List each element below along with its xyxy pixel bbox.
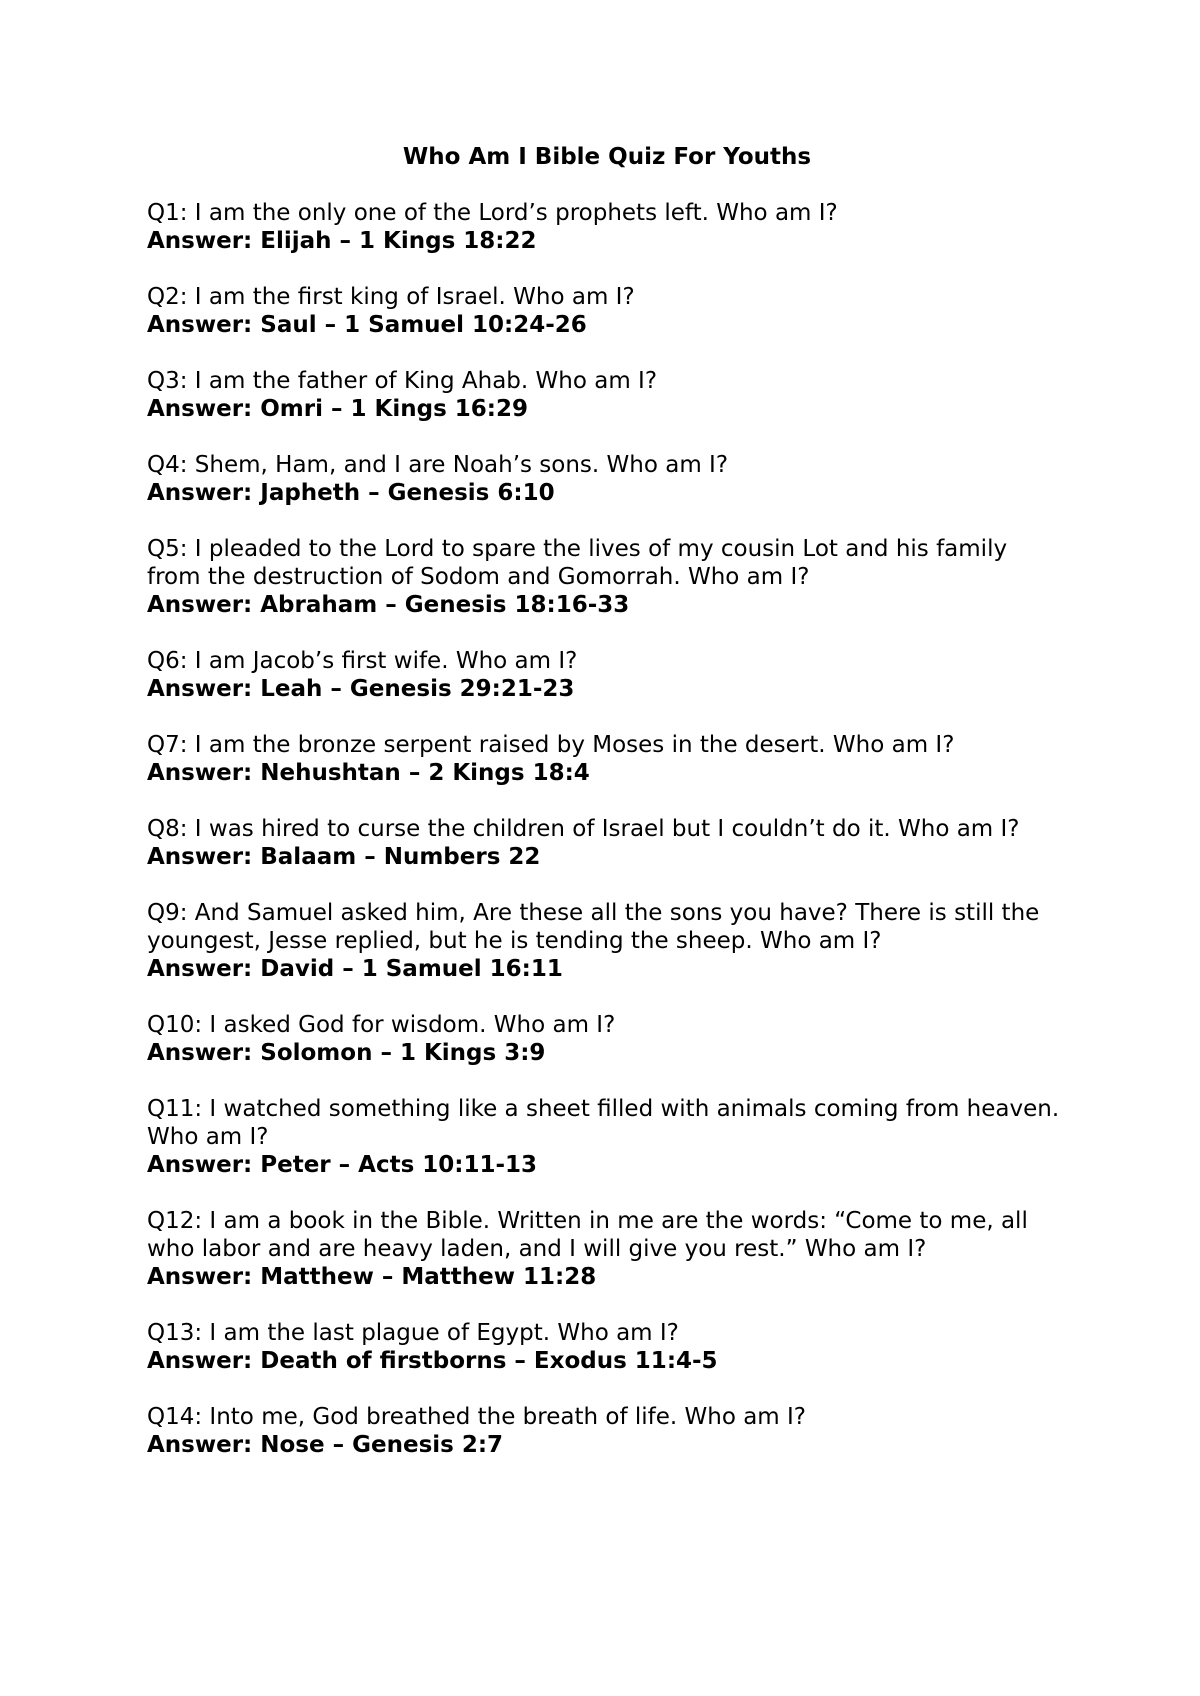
answer-text: Answer: Death of firstborns – Exodus 11:4-5 <box>147 1348 718 1374</box>
qa-item <box>147 283 1067 339</box>
answer-text: Answer: Abraham – Genesis 18:16-33 <box>147 592 630 618</box>
question-text: Q12: I am a book in the Bible. Written in me are the words: “Come to me, all who labor and are heavy laden, and I will give you rest.” Who am I? <box>147 1208 1028 1262</box>
question-text: Q6: I am Jacob’s first wife. Who am I? <box>147 648 578 674</box>
qa-item <box>147 647 1067 703</box>
question-text: Q14: Into me, God breathed the breath of life. Who am I? <box>147 1404 807 1430</box>
qa-item <box>147 1207 1067 1291</box>
question-text: Q5: I pleaded to the Lord to spare the lives of my cousin Lot and his family from the destruction of Sodom and Gomorrah. Who am I? <box>147 536 1008 590</box>
answer-text: Answer: Elijah – 1 Kings 18:22 <box>147 228 537 254</box>
answer-text: Answer: Balaam – Numbers 22 <box>147 844 541 870</box>
question-text: Q7: I am the bronze serpent raised by Moses in the desert. Who am I? <box>147 732 955 758</box>
qa-item <box>147 535 1067 619</box>
answer-text: Answer: Saul – 1 Samuel 10:24-26 <box>147 312 587 338</box>
answer-text: Answer: Solomon – 1 Kings 3:9 <box>147 1040 546 1066</box>
qa-item <box>147 815 1067 871</box>
qa-item <box>147 899 1067 983</box>
answer-text: Answer: Japheth – Genesis 6:10 <box>147 480 555 506</box>
question-text: Q10: I asked God for wisdom. Who am I? <box>147 1012 616 1038</box>
answer-text: Answer: Nehushtan – 2 Kings 18:4 <box>147 760 590 786</box>
qa-item <box>147 1095 1067 1179</box>
question-text: Q2: I am the first king of Israel. Who am I? <box>147 284 635 310</box>
answer-text: Answer: Nose – Genesis 2:7 <box>147 1432 504 1458</box>
answer-text: Answer: Leah – Genesis 29:21-23 <box>147 676 575 702</box>
qa-item <box>147 1403 1067 1459</box>
answer-text: Answer: David – 1 Samuel 16:11 <box>147 956 563 982</box>
question-text: Q1: I am the only one of the Lord’s prophets left. Who am I? <box>147 200 838 226</box>
answer-text: Answer: Omri – 1 Kings 16:29 <box>147 396 528 422</box>
question-text: Q9: And Samuel asked him, Are these all the sons you have? There is still the youngest, Jesse replied, but he is tending the sheep. Who am I? <box>147 900 1040 954</box>
question-text: Q4: Shem, Ham, and I are Noah’s sons. Who am I? <box>147 452 729 478</box>
answer-text: Answer: Peter – Acts 10:11-13 <box>147 1152 538 1178</box>
question-text: Q3: I am the father of King Ahab. Who am I? <box>147 368 658 394</box>
qa-item <box>147 451 1067 507</box>
qa-item <box>147 1011 1067 1067</box>
qa-item <box>147 367 1067 423</box>
question-text: Q11: I watched something like a sheet filled with animals coming from heaven. Who am I? <box>147 1096 1060 1150</box>
qa-item <box>147 199 1067 255</box>
document-page <box>147 143 1067 1487</box>
question-text: Q8: I was hired to curse the children of Israel but I couldn’t do it. Who am I? <box>147 816 1020 842</box>
qa-item <box>147 1319 1067 1375</box>
answer-text: Answer: Matthew – Matthew 11:28 <box>147 1264 597 1290</box>
qa-item <box>147 731 1067 787</box>
question-text: Q13: I am the last plague of Egypt. Who am I? <box>147 1320 679 1346</box>
page-title: Who Am I Bible Quiz For Youths <box>402 144 812 170</box>
